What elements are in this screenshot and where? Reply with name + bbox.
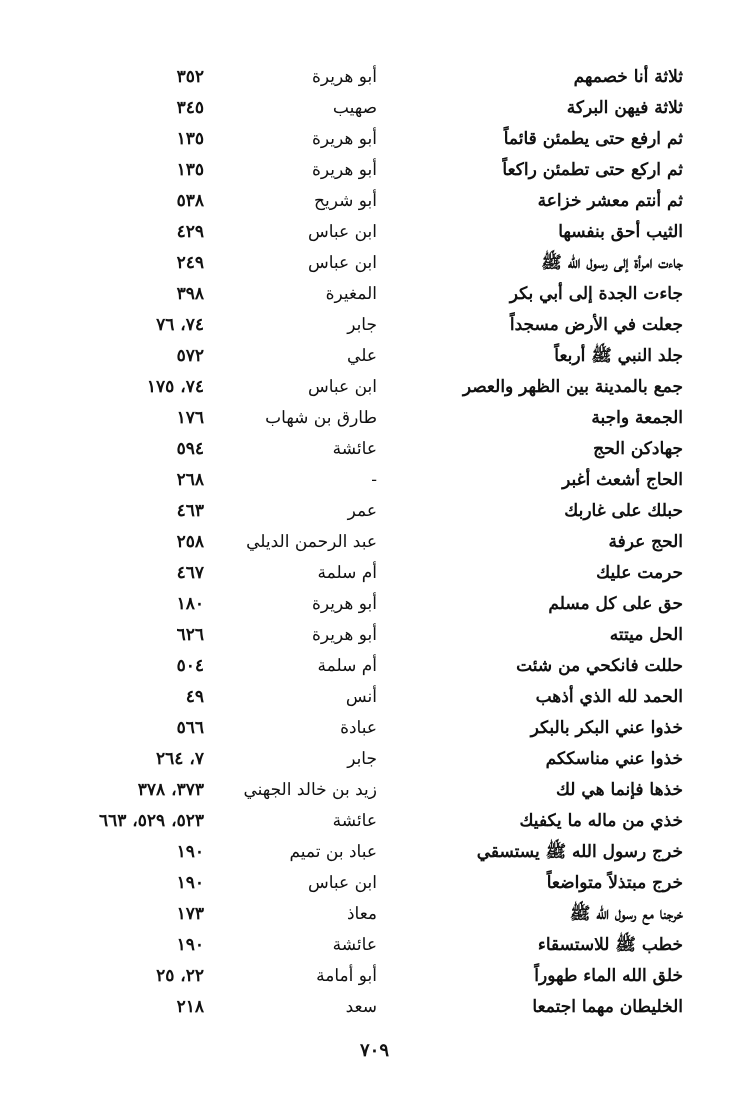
hadith-text: ثم أنتم معشر خزاعة xyxy=(537,191,683,211)
hadith-text: الثيب أحق بنفسها xyxy=(558,222,683,242)
index-row xyxy=(0,186,749,217)
page-refs: ١٧٣ xyxy=(176,904,204,924)
narrator-name: جابر xyxy=(347,749,377,769)
narrator-name: عمر xyxy=(347,501,377,521)
hadith-text: جمع بالمدينة بين الظهر والعصر xyxy=(462,377,683,397)
narrator-name: عائشة xyxy=(332,935,377,955)
narrator-name: أبو هريرة xyxy=(311,67,377,87)
hadith-text: جاءت امرأة إلى رسول الله ﷺ xyxy=(541,253,683,273)
hadith-text: جهادكن الحج xyxy=(593,439,683,459)
hadith-text: جاءت الجدة إلى أبي بكر xyxy=(509,284,683,304)
narrator-name: أبو هريرة xyxy=(311,129,377,149)
index-row xyxy=(0,775,749,806)
page-refs: ٥٢٣، ٥٢٩، ٦٦٣ xyxy=(98,811,204,831)
index-row xyxy=(0,682,749,713)
hadith-text: حللت فانكحي من شئت xyxy=(516,656,683,676)
index-row xyxy=(0,403,749,434)
page-refs: ٥٦٦ xyxy=(176,718,204,738)
hadith-text: ثلاثة أنا خصمهم xyxy=(573,67,683,87)
narrator-name: أبو هريرة xyxy=(311,594,377,614)
index-row xyxy=(0,124,749,155)
page-refs: ٦٢٦ xyxy=(176,625,204,645)
narrator-name: عبادة xyxy=(340,718,377,738)
narrator-name: ابن عباس xyxy=(307,377,377,397)
index-table xyxy=(0,62,749,1023)
narrator-name: صهيب xyxy=(332,98,377,118)
page-refs: ٥٣٨ xyxy=(176,191,204,211)
hadith-text: ثم اركع حتى تطمئن راكعاً xyxy=(502,160,683,180)
hadith-text: الحل ميتته xyxy=(609,625,683,645)
hadith-text: جعلت في الأرض مسجداً xyxy=(509,315,683,335)
index-row xyxy=(0,620,749,651)
index-row xyxy=(0,279,749,310)
index-row xyxy=(0,868,749,899)
narrator-name: زيد بن خالد الجهني xyxy=(243,780,377,800)
hadith-text: الحج عرفة xyxy=(608,532,683,552)
hadith-text: حق على كل مسلم xyxy=(548,594,683,614)
narrator-name: علي xyxy=(347,346,377,366)
narrator-name: ابن عباس xyxy=(307,873,377,893)
hadith-text: جلد النبي ﷺ أربعاً xyxy=(554,346,683,366)
narrator-name: أنس xyxy=(345,687,377,707)
index-row xyxy=(0,93,749,124)
index-row xyxy=(0,527,749,558)
narrator-name: أم سلمة xyxy=(317,656,377,676)
hadith-text: خطب ﷺ للاستسقاء xyxy=(537,935,683,955)
index-row xyxy=(0,837,749,868)
hadith-text: خرج مبتذلاً متواضعاً xyxy=(546,873,683,893)
index-row xyxy=(0,434,749,465)
hadith-text: خلق الله الماء طهوراً xyxy=(534,966,683,986)
hadith-text: حرمت عليك xyxy=(596,563,683,583)
narrator-name: أبو شريح xyxy=(314,191,377,211)
hadith-text: خرج رسول الله ﷺ يستسقي xyxy=(476,842,683,862)
index-row xyxy=(0,992,749,1023)
page-refs: ٤٦٧ xyxy=(176,563,204,583)
index-row xyxy=(0,155,749,186)
narrator-name: ابن عباس xyxy=(307,253,377,273)
narrator-name: معاذ xyxy=(346,904,377,924)
page-refs: ٤٢٩ xyxy=(176,222,204,242)
page-refs: ٣٧٣، ٣٧٨ xyxy=(137,780,204,800)
hadith-text: خذوا عني البكر بالبكر xyxy=(530,718,683,738)
hadith-text: خذي من ماله ما يكفيك xyxy=(519,811,683,831)
page-refs: ٢٢، ٢٥ xyxy=(156,966,204,986)
index-row xyxy=(0,341,749,372)
page-refs: ٥٩٤ xyxy=(176,439,204,459)
hadith-text: خرجنا مع رسول الله ﷺ xyxy=(569,904,683,924)
narrator-name: جابر xyxy=(347,315,377,335)
narrator-name: أبو أمامة xyxy=(316,966,377,986)
narrator-name: عائشة xyxy=(332,811,377,831)
narrator-name: ابن عباس xyxy=(307,222,377,242)
page-number: ٧٠٩ xyxy=(359,1040,389,1061)
index-row xyxy=(0,806,749,837)
hadith-text: الخليطان مهما اجتمعا xyxy=(532,997,683,1017)
hadith-text: الحاج أشعث أغبر xyxy=(562,470,683,490)
page-refs: ١٩٠ xyxy=(176,873,204,893)
index-row xyxy=(0,744,749,775)
index-row xyxy=(0,496,749,527)
page-refs: ٢٤٩ xyxy=(176,253,204,273)
page-refs: ٣٩٨ xyxy=(176,284,204,304)
index-row xyxy=(0,589,749,620)
index-row xyxy=(0,217,749,248)
page-refs: ١٩٠ xyxy=(176,842,204,862)
index-row xyxy=(0,558,749,589)
index-row xyxy=(0,62,749,93)
page-refs: ٢١٨ xyxy=(176,997,204,1017)
index-row xyxy=(0,310,749,341)
page-refs: ٧٤، ١٧٥ xyxy=(146,377,204,397)
hadith-text: ثلاثة فيهن البركة xyxy=(566,98,683,118)
hadith-text: الجمعة واجبة xyxy=(591,408,683,428)
narrator-name: طارق بن شهاب xyxy=(265,408,377,428)
index-row xyxy=(0,930,749,961)
page-refs: ٤٩ xyxy=(185,687,204,707)
hadith-text: خذها فإنما هي لك xyxy=(555,780,683,800)
page-refs: ١٧٦ xyxy=(176,408,204,428)
index-row xyxy=(0,899,749,930)
page-refs: ١٩٠ xyxy=(176,935,204,955)
hadith-text: حبلك على غاربك xyxy=(564,501,683,521)
narrator-name: أبو هريرة xyxy=(311,625,377,645)
hadith-text: ثم ارفع حتى يطمئن قائماً xyxy=(503,129,683,149)
page-refs: ٥٠٤ xyxy=(176,656,204,676)
page-refs: ٣٤٥ xyxy=(176,98,204,118)
hadith-text: الحمد لله الذي أذهب xyxy=(535,687,683,707)
page-refs: ١٨٠ xyxy=(176,594,204,614)
index-row xyxy=(0,713,749,744)
page-refs: ٧، ٢٦٤ xyxy=(156,749,204,769)
page-refs: ٢٥٨ xyxy=(176,532,204,552)
narrator-name: عائشة xyxy=(332,439,377,459)
narrator-name: سعد xyxy=(345,997,377,1017)
narrator-name: أبو هريرة xyxy=(311,160,377,180)
page-refs: ٥٧٢ xyxy=(176,346,204,366)
page-refs: ٢٦٨ xyxy=(176,470,204,490)
index-row xyxy=(0,961,749,992)
narrator-name: المغيرة xyxy=(325,284,377,304)
index-row xyxy=(0,651,749,682)
page-refs: ١٣٥ xyxy=(176,129,204,149)
index-row xyxy=(0,248,749,279)
page-refs: ٣٥٢ xyxy=(176,67,204,87)
narrator-name: عبد الرحمن الديلي xyxy=(246,532,377,552)
narrator-name: عباد بن تميم xyxy=(289,842,377,862)
hadith-text: خذوا عني مناسككم xyxy=(545,749,683,769)
page-refs: ١٣٥ xyxy=(176,160,204,180)
narrator-name: أم سلمة xyxy=(317,563,377,583)
page-refs: ٤٦٣ xyxy=(176,501,204,521)
narrator-name: - xyxy=(371,470,377,490)
index-row xyxy=(0,465,749,496)
index-row xyxy=(0,372,749,403)
page-refs: ٧٤، ٧٦ xyxy=(156,315,204,335)
